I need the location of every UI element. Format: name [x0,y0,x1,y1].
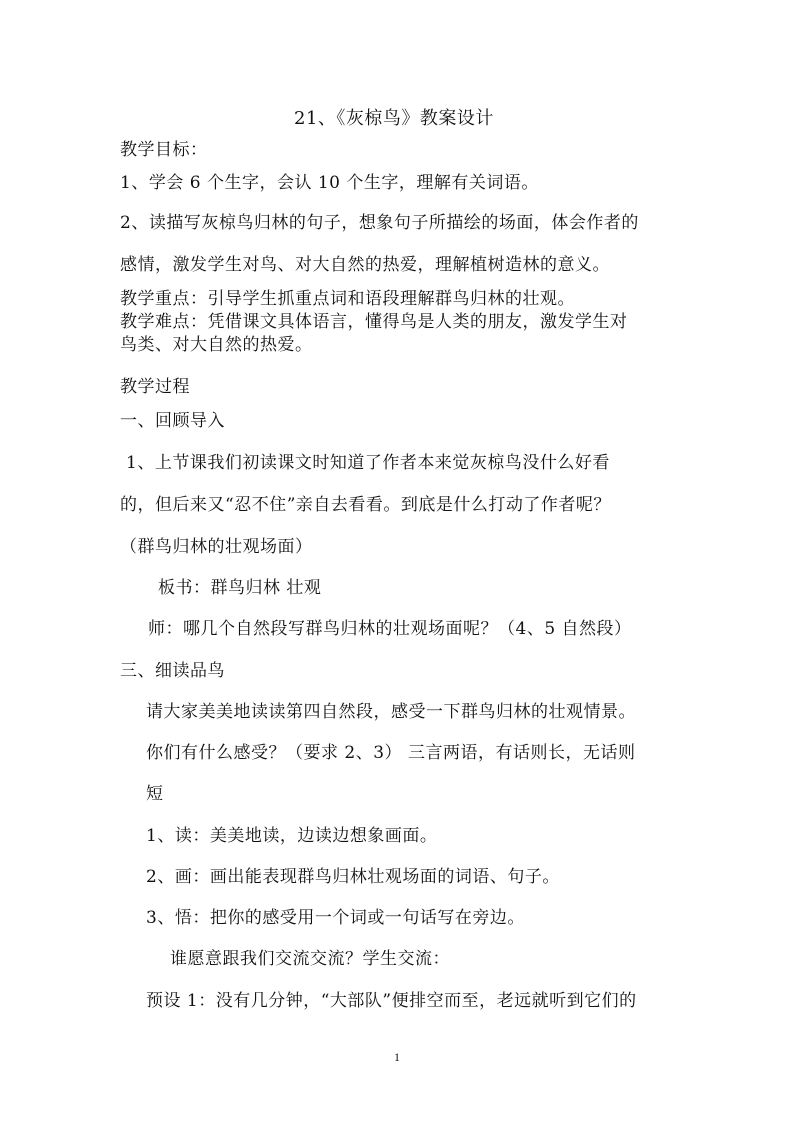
read-instruction-line3: 短 [146,784,164,804]
goals-heading: 教学目标： [120,140,208,160]
process-heading: 教学过程 [120,377,190,397]
preset-1: 预设 1：没有几分钟，“大部队”便排空而至，老远就听到它们的 [146,991,637,1011]
page-number: 1 [394,1050,401,1064]
document-title: 21、《灰椋鸟》教案设计 [294,108,494,129]
read-instruction-line1: 请大家美美地读读第四自然段，感受一下群鸟归林的壮观情景。 [146,702,636,722]
section-1-heading: 一、回顾导入 [120,411,225,431]
goal-2-line2: 感情，激发学生对鸟、对大自然的热爱，理解植树造林的意义。 [120,255,610,275]
key-point: 教学重点：引导学生抓重点词和语段理解群鸟归林的壮观。 [120,289,575,309]
paragraph-1-line2: 的，但后来又“忍不住”亲自去看看。到底是什么打动了作者呢？ [120,495,611,515]
paragraph-1-answer: （群鸟归林的壮观场面） [120,537,313,557]
paragraph-1-line1: 1、上节课我们初读课文时知道了作者本来觉灰椋鸟没什么好看 [126,453,610,473]
read-instruction-line2: 你们有什么感受？（要求 2、3） 三言两语，有话则长，无话则 [146,743,636,763]
goal-1: 1、学会 6 个生字，会认 10 个生字，理解有关词语。 [120,173,539,193]
step-2: 2、画：画出能表现群鸟归林壮观场面的词语、句子。 [146,867,560,887]
exchange-prompt: 谁愿意跟我们交流交流？学生交流： [170,949,450,969]
teacher-question: 师：哪几个自然段写群鸟归林的壮观场面呢？（4、5 自然段） [148,619,632,639]
board-note: 板书：群鸟归林 壮观 [158,578,322,598]
step-1: 1、读：美美地读，边读边想象画面。 [146,826,438,846]
difficulty-line1: 教学难点：凭借课文具体语言，懂得鸟是人类的朋友，激发学生对 [120,312,628,332]
section-3-heading: 三、细读品鸟 [120,661,225,681]
step-3: 3、悟：把你的感受用一个词或一句话写在旁边。 [146,908,525,928]
difficulty-line2: 鸟类、对大自然的热爱。 [120,335,313,355]
goal-2-line1: 2、读描写灰椋鸟归林的句子，想象句子所描绘的场面，体会作者的 [120,213,639,233]
